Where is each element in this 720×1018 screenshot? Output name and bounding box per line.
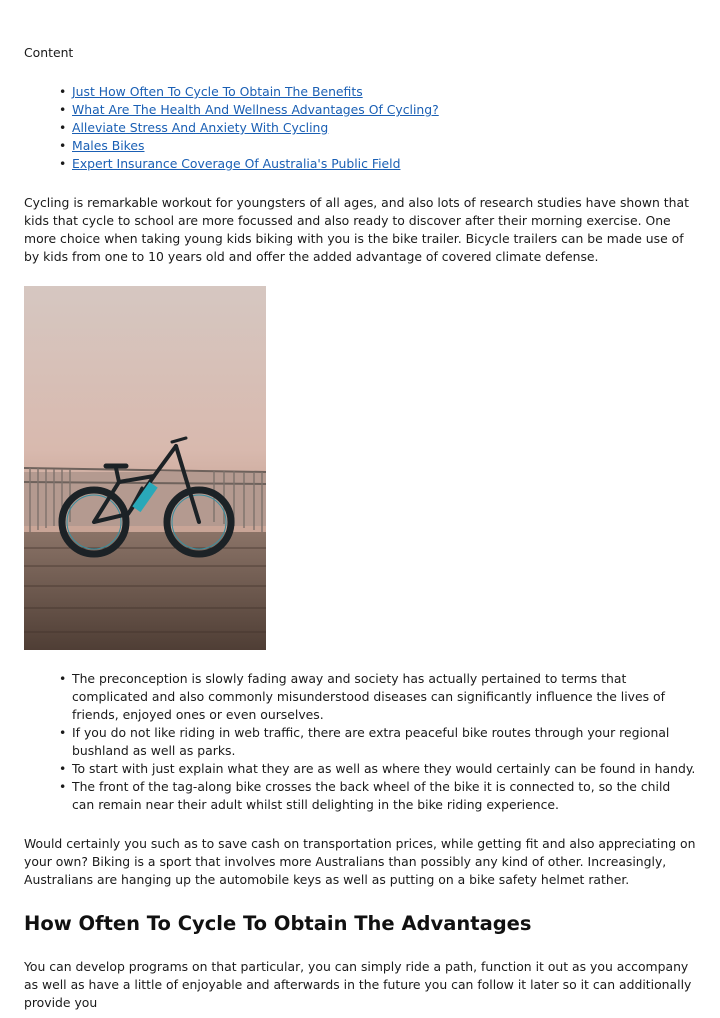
table-of-contents <box>24 83 439 173</box>
list-item: • The preconception is slowly fading away and society has actually pertained to terms that complicated and also commonly misunderstood diseases can significantly influence the lives of friends, enjoyed ones or even ourselves. <box>72 670 696 724</box>
toc-link[interactable]: Just How Often To Cycle To Obtain The Benefits <box>72 84 363 99</box>
body-paragraph: Would certainly you such as to save cash on transportation prices, while getting fit and also appreciating on your own? Biking is a sport that involves more Australians than possibly any kind of other. Increasingly, Australians are hanging up the automobile keys as well as putting on a bike safety helmet rather. <box>24 836 696 887</box>
toc-link[interactable]: Expert Insurance Coverage Of Australia's Public Field <box>72 156 401 171</box>
toc-link[interactable]: Alleviate Stress And Anxiety With Cycling <box>72 120 329 135</box>
toc-item <box>72 155 439 173</box>
bike-photo <box>24 286 266 650</box>
section-heading: How Often To Cycle To Obtain The Advantages <box>24 912 532 935</box>
list-item: • If you do not like riding in web traffic, there are extra peaceful bike routes through your regional bushland as well as parks. <box>72 724 696 760</box>
toc-item <box>72 83 439 101</box>
intro-paragraph: Cycling is remarkable workout for youngsters of all ages, and also lots of research studies have shown that kids that cycle to school are more focussed and also ready to discover after their morning exercise. One more choice when taking young kids biking with you is the bike trailer. Bicycle trailers can be made use of by kids from one to 10 years old and offer the added advantage of covered climate defense. <box>24 195 689 264</box>
toc-link[interactable]: What Are The Health And Wellness Advantages Of Cycling? <box>72 102 439 117</box>
content-label: Content <box>24 45 74 60</box>
toc-item <box>72 137 439 155</box>
list-item: • The front of the tag-along bike crosses the back wheel of the bike it is connected to, so the child can remain near their adult whilst still delighting in the bike riding experience. <box>72 778 696 814</box>
body-paragraph: You can develop programs on that particular, you can simply ride a path, function it out as you accompany as well as have a little of enjoyable and afterwards in the future you can follow it later so it can additionally provide you <box>24 959 692 1010</box>
toc-item <box>72 119 439 137</box>
list-item: • To start with just explain what they are as well as where they would certainly can be found in handy. <box>72 760 696 778</box>
toc-link[interactable]: Males Bikes <box>72 138 145 153</box>
toc-item <box>72 101 439 119</box>
bullet-list <box>24 670 696 814</box>
